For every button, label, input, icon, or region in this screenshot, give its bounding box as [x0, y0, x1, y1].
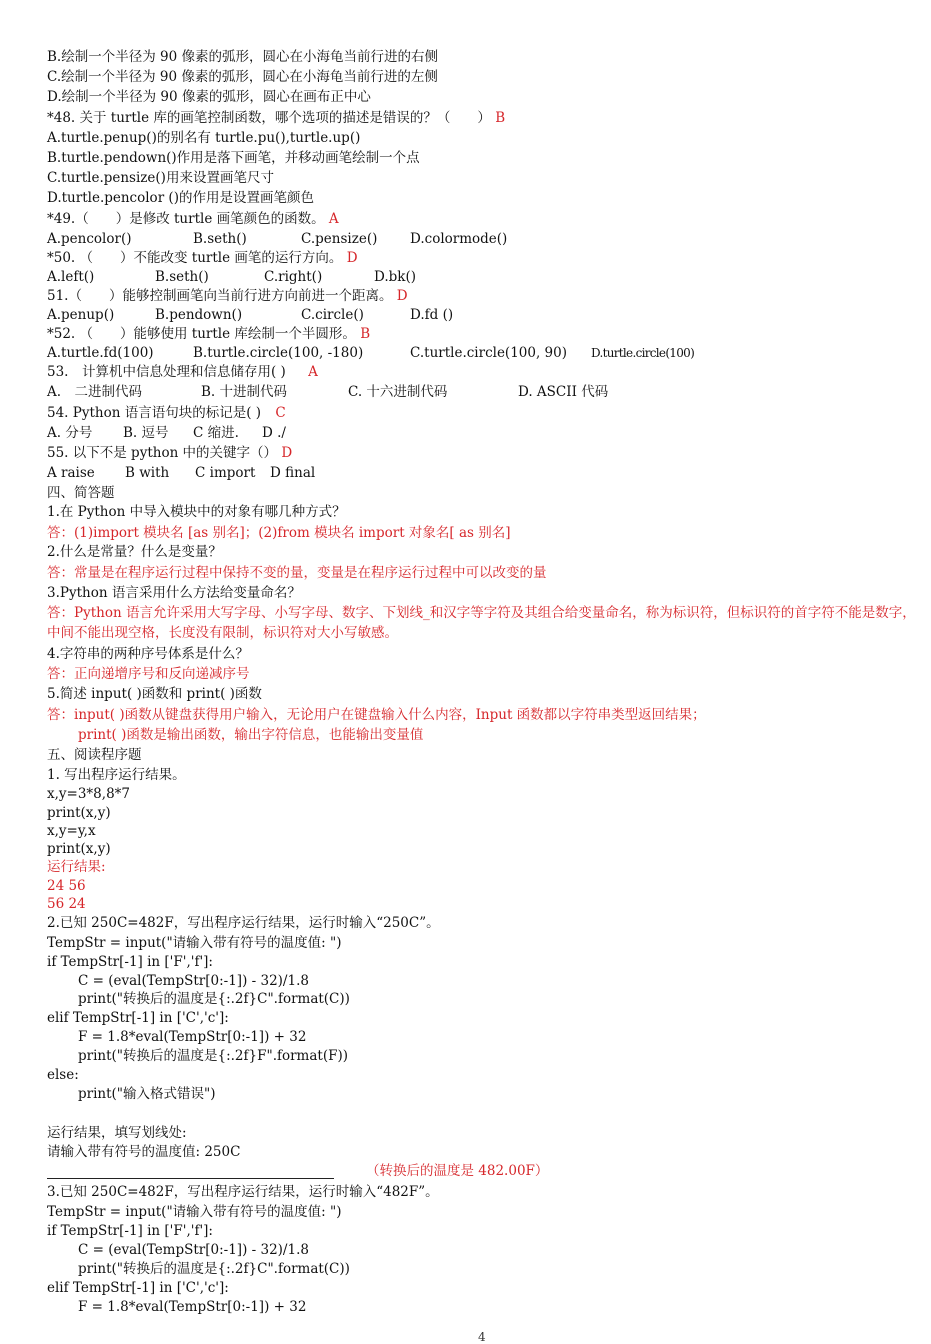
code-line: print(x,y) — [47, 805, 111, 821]
option: A.pencolor() — [47, 231, 132, 247]
sa3-question: 3.Python 语言采用什么方法给变量命名？ — [47, 585, 301, 601]
q48-option-d: D.turtle.pencolor ()的作用是设置画笔颜色 — [47, 190, 314, 206]
rp1-result-line2: 56 24 — [47, 896, 86, 912]
q53-stem — [47, 363, 318, 381]
rp2-input-prompt: 请输入带有符号的温度值: 250C — [47, 1144, 241, 1160]
q52-text: *52. （ ）能够使用 turtle 库绘制一个半圆形。 — [47, 326, 356, 342]
sa2-answer: 答：常量是在程序运行过程中保持不变的量，变量是在程序运行过程中可以改变的量 — [47, 565, 547, 581]
q48-text: *48. 关于 turtle 库的画笔控制函数，哪个选项的描述是错误的？（ ） — [47, 110, 491, 126]
page-number: 4 — [478, 1330, 486, 1344]
option: C import — [195, 465, 256, 481]
sa4-answer: 答：正向递增序号和反向递减序号 — [47, 666, 250, 682]
code-line: TempStr = input("请输入带有符号的温度值: ") — [47, 935, 342, 951]
q48-option-a: A.turtle.penup()的别名有 turtle.pu(),turtle.up() — [47, 130, 361, 146]
q51-text: 51.（ ）能够控制画笔向当前行进方向前进一个距离。 — [47, 288, 393, 304]
option: A raise — [47, 465, 95, 481]
option: B.seth() — [193, 231, 247, 247]
option: A. 二进制代码 — [47, 384, 143, 400]
q48-option-b: B.turtle.pendown()作用是落下画笔，并移动画笔绘制一个点 — [47, 150, 420, 166]
code-line: F = 1.8*eval(TempStr[0:-1]) + 32 — [78, 1029, 307, 1045]
q51-stem — [47, 287, 408, 305]
code-line: else: — [47, 1067, 79, 1083]
q55-stem — [47, 444, 292, 462]
option: C.turtle.circle(100, 90) — [410, 345, 567, 361]
option: A.turtle.fd(100) — [47, 345, 154, 361]
q50-stem — [47, 249, 358, 267]
sa5-answer-line2: print( )函数是输出函数，输出字符信息，也能输出变量值 — [78, 727, 424, 743]
code-line: print("转换后的温度是{:.2f}F".format(F)) — [78, 1048, 348, 1064]
rp2-result-label: 运行结果，填写划线处: — [47, 1125, 187, 1141]
option: B.turtle.circle(100, -180) — [193, 345, 364, 361]
q51-answer: D — [396, 288, 408, 304]
q53-answer: A — [308, 364, 318, 380]
q47-option-c: C.绘制一个半径为 90 像素的弧形，圆心在小海龟当前行进的左侧 — [47, 69, 438, 85]
q47-option-b: B.绘制一个半径为 90 像素的弧形，圆心在小海龟当前行进的右侧 — [47, 49, 438, 65]
code-line: print("转换后的温度是{:.2f}C".format(C)) — [78, 991, 350, 1007]
option: C 缩进. — [193, 425, 239, 441]
option: D.colormode() — [410, 231, 508, 247]
option: A. 分号 — [47, 425, 93, 441]
option: D.bk() — [374, 269, 416, 285]
code-line: if TempStr[-1] in ['F','f']: — [47, 1223, 213, 1239]
rp1-result-line1: 24 56 — [47, 878, 86, 894]
option: A.penup() — [47, 307, 115, 323]
sa4-question: 4.字符串的两种序号体系是什么？ — [47, 646, 249, 662]
section-heading-short-answer: 四、简答题 — [47, 485, 115, 501]
q50-answer: D — [346, 250, 358, 266]
option: C. 十六进制代码 — [348, 384, 448, 400]
sa2-question: 2.什么是常量？什么是变量？ — [47, 544, 222, 560]
rp2-answer: （转换后的温度是 482.00F） — [366, 1163, 549, 1179]
code-line: x,y=3*8,8*7 — [47, 786, 130, 802]
code-line: C = (eval(TempStr[0:-1]) - 32)/1.8 — [78, 973, 309, 989]
option: C.pensize() — [301, 231, 378, 247]
option: D.turtle.circle(100) — [591, 346, 695, 360]
option: A.left() — [47, 269, 95, 285]
code-line: C = (eval(TempStr[0:-1]) - 32)/1.8 — [78, 1242, 309, 1258]
option: B. 十进制代码 — [201, 384, 288, 400]
code-line: x,y=y,x — [47, 823, 96, 839]
q53-text: 53. 计算机中信息处理和信息储存用( ) — [47, 364, 286, 380]
option: B.pendown() — [155, 307, 243, 323]
q48-stem — [47, 109, 505, 127]
sa3-answer: 答：Python 语言允许采用大写字母、小写字母、数字、下划线_和汉字等字符及其组合给变量命名，称为标识符，但标识符的首字符不能是数字，中间不能出现空格，长度没有限制，标识符对大小写敏感。 — [47, 605, 916, 641]
q55-answer: D — [281, 445, 293, 461]
option: D ./ — [262, 425, 286, 441]
rp2-question: 2.已知 250C=482F，写出程序运行结果，运行时输入“250C”。 — [47, 915, 440, 931]
q54-text: 54. Python 语言语句块的标记是( ) — [47, 405, 262, 421]
q50-text: *50. （ ）不能改变 turtle 画笔的运行方向。 — [47, 250, 343, 266]
q54-answer: C — [275, 405, 286, 421]
rp1-result-label: 运行结果: — [47, 859, 106, 875]
code-line: if TempStr[-1] in ['F','f']: — [47, 954, 213, 970]
code-line: print("转换后的温度是{:.2f}C".format(C)) — [78, 1261, 350, 1277]
sa5-question: 5.简述 input( )函数和 print( )函数 — [47, 686, 262, 702]
q54-stem — [47, 404, 286, 422]
q52-stem — [47, 325, 370, 343]
q48-option-c: C.turtle.pensize()用来设置画笔尺寸 — [47, 170, 274, 186]
option: B. 逗号 — [123, 425, 169, 441]
option: D. ASCII 代码 — [518, 384, 609, 400]
rp1-question: 1. 写出程序运行结果。 — [47, 767, 186, 783]
sa1-answer: 答：(1)import 模块名 [as 别名]；(2)from 模块名 import 对象名[ as 别名] — [47, 525, 511, 541]
rp3-question: 3.已知 250C=482F，写出程序运行结果，运行时输入“482F”。 — [47, 1184, 439, 1200]
q49-text: *49.（ ）是修改 turtle 画笔颜色的函数。 — [47, 211, 325, 227]
option: C.right() — [264, 269, 323, 285]
answer-underline — [47, 1178, 334, 1179]
option: D final — [270, 465, 316, 481]
option: B with — [125, 465, 170, 481]
q55-text: 55. 以下不是 python 中的关键字（） — [47, 445, 278, 461]
section-heading-reading: 五、阅读程序题 — [47, 747, 142, 763]
q49-answer: A — [328, 211, 339, 227]
option: C.circle() — [301, 307, 364, 323]
code-line: TempStr = input("请输入带有符号的温度值: ") — [47, 1204, 342, 1220]
q47-option-d: D.绘制一个半径为 90 像素的弧形，圆心在画布正中心 — [47, 89, 371, 105]
q49-stem — [47, 210, 339, 228]
sa5-answer-line1: 答：input( )函数从键盘获得用户输入，无论用户在键盘输入什么内容，Input 函数都以字符串类型返回结果； — [47, 707, 706, 723]
code-line: print(x,y) — [47, 841, 111, 857]
option: D.fd () — [410, 307, 454, 323]
code-line: elif TempStr[-1] in ['C','c']: — [47, 1280, 229, 1296]
sa1-question: 1.在 Python 中导入模块中的对象有哪几种方式？ — [47, 504, 346, 520]
code-line: print("输入格式错误") — [78, 1086, 216, 1102]
q48-answer: B — [495, 110, 506, 126]
q52-answer: B — [360, 326, 371, 342]
code-line: F = 1.8*eval(TempStr[0:-1]) + 32 — [78, 1299, 307, 1315]
option: B.seth() — [155, 269, 209, 285]
code-line: elif TempStr[-1] in ['C','c']: — [47, 1010, 229, 1026]
